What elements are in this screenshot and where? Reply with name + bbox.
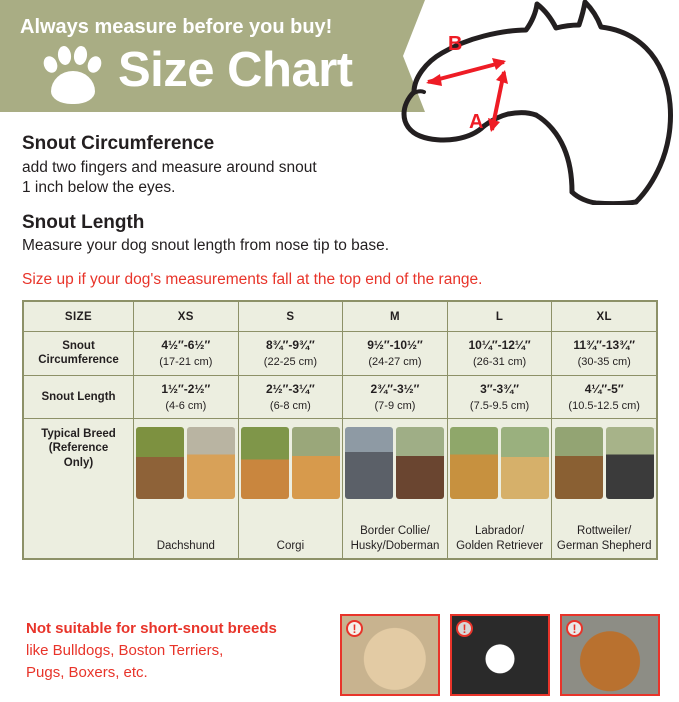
snout-length-title: Snout Length xyxy=(22,211,145,233)
dachshund-photo-1 xyxy=(136,427,184,499)
header-tagline: Always measure before you buy! xyxy=(20,16,333,38)
breed-photo-row xyxy=(450,427,549,499)
warning-exclamation-icon: ! xyxy=(566,620,583,637)
breed-name-line: Border Collie/ xyxy=(360,525,430,538)
breed-name: Dachshund xyxy=(156,540,215,553)
value-cm: (10.5-12.5 cm) xyxy=(568,399,640,412)
value-cm: (26-31 cm) xyxy=(472,356,527,368)
row-label-snout-length: Snout Length xyxy=(24,375,134,419)
table-header-cell: L xyxy=(447,302,552,332)
dachshund-photo-2 xyxy=(187,427,235,499)
table-header-cell: XS xyxy=(134,302,239,332)
row-label-line: (Reference xyxy=(48,442,109,455)
table-header-cell: SIZE xyxy=(24,302,134,332)
breed-name-line: Labrador/ xyxy=(474,525,525,538)
value-inches: 9½″-10½″ xyxy=(367,338,423,352)
labrador-photo xyxy=(501,427,549,499)
row-label-line: Circumference xyxy=(38,354,119,367)
row-label-snout-circumference xyxy=(24,332,134,376)
breed-name-line: Golden Retriever xyxy=(456,540,544,553)
breed-photo-row xyxy=(555,427,654,499)
boxer-photo xyxy=(560,614,660,696)
corgi-photo-1 xyxy=(241,427,289,499)
breed-photo-row xyxy=(345,427,444,499)
unsuitable-breed-photos xyxy=(340,614,660,696)
footer-line-1: Not suitable for short-snout breeds xyxy=(26,620,277,637)
value-inches: 4¼″-5″ xyxy=(584,381,624,396)
value-cm: (30-35 cm) xyxy=(577,356,631,368)
value-inches: 3″-3¾″ xyxy=(480,381,519,396)
breed-name xyxy=(351,518,440,554)
cell-length-l xyxy=(447,375,552,419)
footer-warning-text xyxy=(26,618,326,683)
boston-terrier-photo xyxy=(450,614,550,696)
breed-name-line: Husky/Doberman xyxy=(350,540,440,553)
table-header-cell: S xyxy=(238,302,343,332)
page-title: Size Chart xyxy=(118,43,353,97)
table-header-cell: M xyxy=(343,302,448,332)
svg-text:B: B xyxy=(448,33,463,55)
cell-length-xs xyxy=(134,375,239,419)
value-inches: 2½″-3¼″ xyxy=(265,381,315,396)
breed-cell-m xyxy=(343,419,448,559)
cell-circumference-xs xyxy=(134,332,239,376)
paw-print-icon xyxy=(42,44,104,104)
cell-length-xl xyxy=(552,375,657,419)
breed-name xyxy=(456,518,543,554)
value-inches: 8¾″-9¾″ xyxy=(265,338,315,352)
value-cm: (17-21 cm) xyxy=(159,356,213,368)
border-collie-photo xyxy=(606,427,654,499)
cell-length-m xyxy=(343,375,448,419)
size-up-warning: Size up if your dog's measurements fall at the top end of the range. xyxy=(22,270,483,288)
size-table-wrapper xyxy=(22,300,658,560)
value-cm: (7-9 cm) xyxy=(374,399,416,412)
table-row xyxy=(24,332,657,376)
table-row-breeds xyxy=(24,419,657,559)
row-label-line: Only) xyxy=(63,456,94,469)
doberman-photo xyxy=(396,427,444,499)
footer-warning xyxy=(22,614,658,696)
svg-text:A: A xyxy=(469,111,484,133)
row-label-typical-breed xyxy=(24,419,134,559)
breed-photo-row xyxy=(241,427,340,499)
breed-name: Corgi xyxy=(276,540,305,553)
snout-length-text: Measure your dog snout length from nose tip to base. xyxy=(22,237,390,255)
pug-photo xyxy=(340,614,440,696)
breed-cell-xl xyxy=(552,419,657,559)
value-cm: (4-6 cm) xyxy=(165,399,207,412)
value-inches: 2¾″-3½″ xyxy=(370,381,420,396)
german-shepherd-photo xyxy=(555,427,603,499)
value-cm: (22-25 cm) xyxy=(263,356,317,368)
footer-line-2: like Bulldogs, Boston Terriers, xyxy=(26,641,224,659)
cell-circumference-l xyxy=(447,332,552,376)
warning-exclamation-icon: ! xyxy=(456,620,473,637)
breed-photo-row xyxy=(136,427,235,499)
row-label-line: Typical Breed xyxy=(41,428,116,440)
cell-length-s xyxy=(238,375,343,419)
value-cm: (24-27 cm) xyxy=(368,356,422,368)
row-label-line: Snout xyxy=(62,339,95,352)
table-header-cell: XL xyxy=(552,302,657,332)
breed-name-line: German Shepherd xyxy=(556,540,652,553)
snout-circumference-text-2: 1 inch below the eyes. xyxy=(22,179,176,197)
footer-line-3: Pugs, Boxers, etc. xyxy=(26,663,148,681)
value-inches: 11¾″-13¾″ xyxy=(573,338,635,352)
header-band xyxy=(0,0,403,112)
breed-cell-xs xyxy=(134,419,239,559)
cell-circumference-xl xyxy=(552,332,657,376)
value-inches: 10¼″-12¼″ xyxy=(468,338,531,352)
value-cm: (6-8 cm) xyxy=(269,399,311,412)
snout-circumference-title: Snout Circumference xyxy=(22,133,215,154)
corgi-photo-2 xyxy=(292,427,340,499)
snout-circumference-text-1: add two fingers and measure around snout xyxy=(22,158,317,176)
breed-name-line: Rottweiler/ xyxy=(577,525,632,538)
cell-circumference-m xyxy=(343,332,448,376)
value-inches: 4½″-6½″ xyxy=(161,338,211,352)
value-cm: (7.5-9.5 cm) xyxy=(469,399,530,412)
table-header-row xyxy=(24,302,657,332)
golden-retriever-photo xyxy=(450,427,498,499)
size-table xyxy=(23,301,657,559)
breed-cell-l xyxy=(447,419,552,559)
instructions-block xyxy=(22,132,662,290)
value-inches: 1½″-2½″ xyxy=(161,381,211,396)
warning-exclamation-icon: ! xyxy=(346,620,363,637)
cell-circumference-s xyxy=(238,332,343,376)
husky-photo xyxy=(345,427,393,499)
breed-cell-s xyxy=(238,419,343,559)
breed-name xyxy=(557,518,652,554)
table-row xyxy=(24,375,657,419)
